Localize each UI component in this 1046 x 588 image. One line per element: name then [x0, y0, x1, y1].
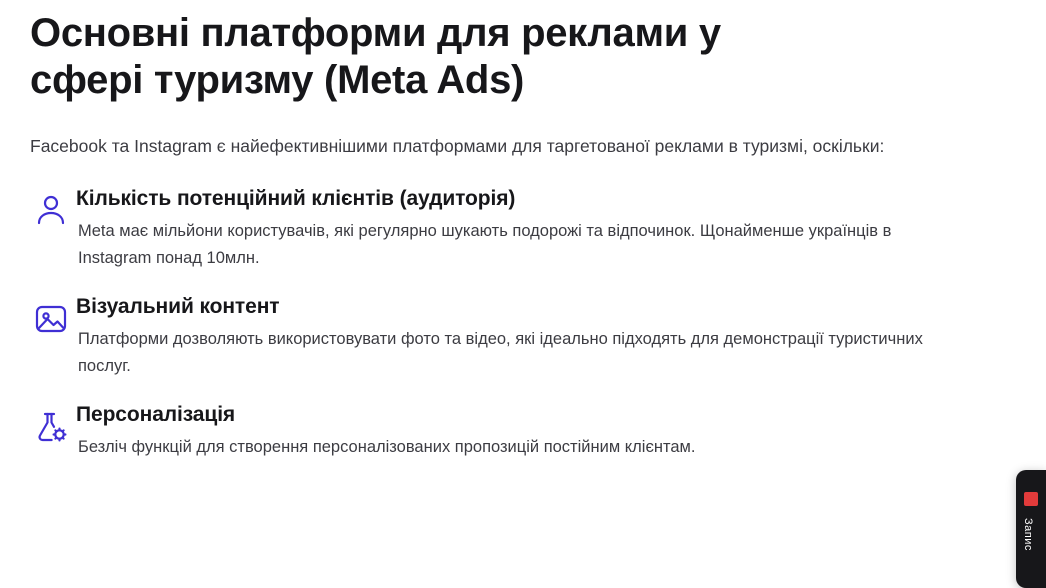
list-item — [30, 402, 1016, 461]
feature-title: Персоналізація — [76, 403, 236, 426]
user-icon — [30, 188, 76, 234]
recording-widget-label: Запис — [1022, 518, 1034, 551]
feature-text: Безліч функцій для створення персоналізованих пропозицій постійним клієнтам. — [78, 438, 696, 456]
feature-body — [76, 294, 1016, 380]
recording-widget[interactable] — [1016, 470, 1046, 588]
list-item — [30, 294, 1016, 380]
image-icon — [30, 296, 76, 342]
feature-body — [76, 186, 1016, 272]
record-icon[interactable] — [1024, 492, 1038, 506]
page-title: Основні платформи для реклами у сфері туризму (Meta Ads) — [30, 11, 721, 102]
feature-title: Кількість потенційний клієнтів (аудиторія) — [76, 187, 516, 210]
feature-title: Візуальний контент — [76, 295, 280, 318]
feature-body — [76, 402, 1016, 461]
feature-text: Meta має мільйони користувачів, які регулярно шукають подорожі та відпочинок. Щонайменше українців в Instagram понад 10млн. — [78, 222, 892, 267]
list-item — [30, 186, 1016, 272]
intro-paragraph: Facebook та Instagram є найефективнішими платформами для таргетованої реклами в туризмі, оскільки: — [30, 136, 885, 156]
feature-text: Платформи дозволяють використовувати фото та відео, які ідеально підходять для демонстрації туристичних послуг. — [78, 330, 923, 375]
flask-settings-icon — [30, 404, 76, 450]
feature-list — [30, 186, 1016, 461]
